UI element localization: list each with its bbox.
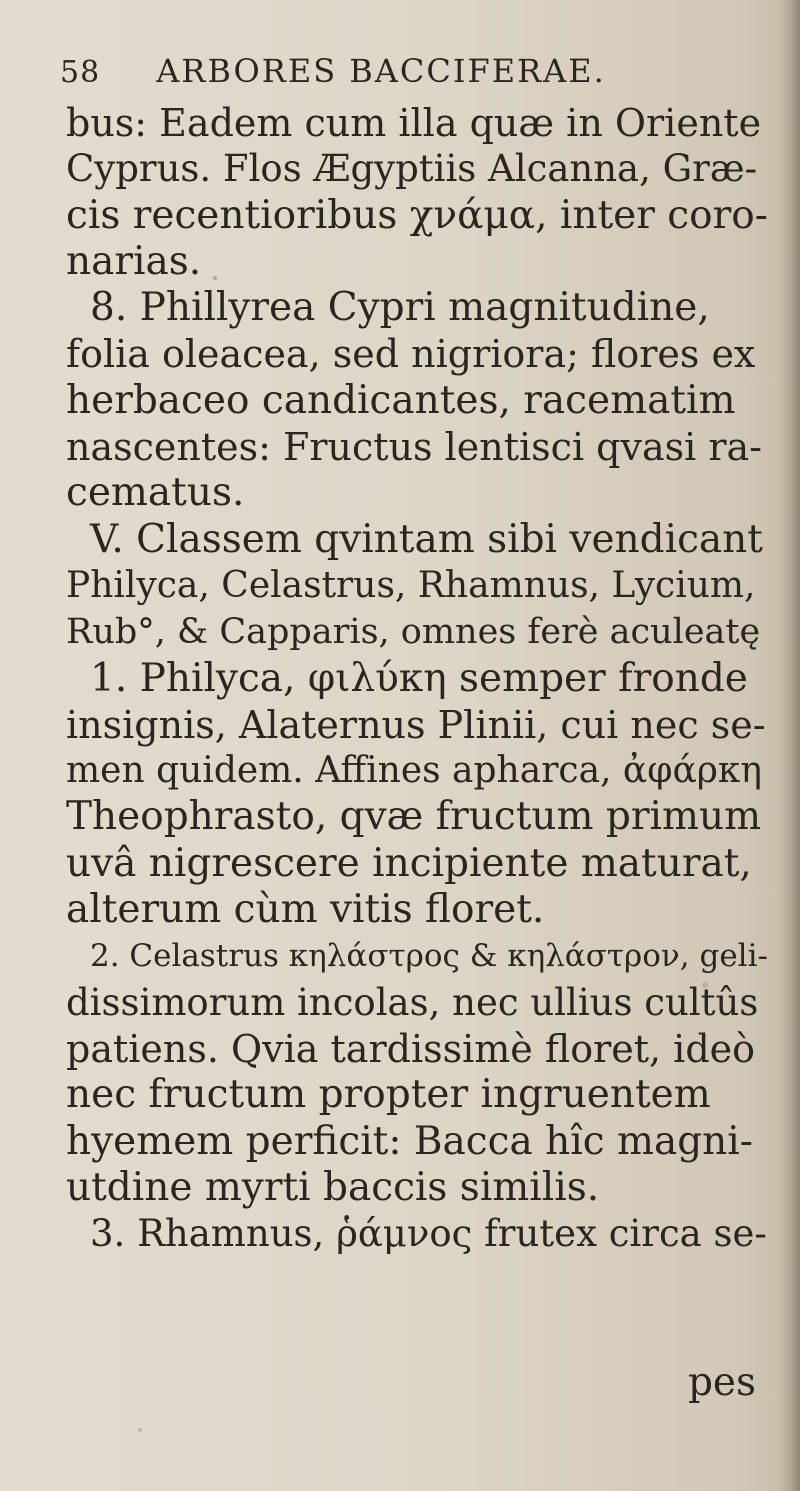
text-line: Philyca, Celastrus, Rhamnus, Lycium, (66, 564, 756, 606)
text-line: cis recentioribus χνάμα, inter coro- (66, 192, 768, 238)
text-line: 2. Celastrus κηλάστρος & κηλάστρον, geli- (90, 938, 768, 975)
text-line: herbaceo candicantes, racematim (66, 377, 736, 423)
text-line: 1. Philyca, φιλύκη semper fronde (90, 655, 748, 701)
running-head (60, 52, 606, 90)
text-line: nec fructum propter ingruentem (66, 1072, 711, 1118)
text-line: 3. Rhamnus, ῥάμνος frutex circa se- (90, 1212, 767, 1256)
text-line: 8. Phillyrea Cypri magnitudine, (90, 285, 710, 331)
text-line: Rub°, & Capparis, omnes ferè aculeatę (66, 612, 761, 653)
catchword: pes (687, 1360, 756, 1405)
text-line: alterum cùm vitis floret. (66, 887, 545, 933)
text-line: folia oleacea, sed nigriora; flores ex (66, 332, 756, 377)
running-title: ARBORES BACCIFERAE. (156, 52, 606, 90)
text-line: uvâ nigrescere incipiente maturat, (66, 840, 752, 886)
text-line: insignis, Alaternus Plinii, cui nec se- (66, 702, 766, 747)
text-line: Cyprus. Flos Ægyptiis Alcanna, Græ- (66, 147, 758, 191)
text-line: Theophrasto, qvæ fructum primum (66, 794, 762, 840)
page-number: 58 (60, 55, 101, 90)
text-line: utdine myrti baccis similis. (66, 1164, 600, 1210)
text-line: V. Classem qvintam sibi vendicant (90, 516, 763, 562)
page-edge-shadow (778, 0, 800, 1491)
text-line: bus: Eadem cum illa quæ in Oriente (66, 101, 762, 145)
text-line: men quidem. Affines apharca, ἀφάρκη (66, 750, 762, 792)
text-line: narias. (66, 238, 202, 284)
text-line: patiens. Qvia tardissimè floret, ideò (66, 1026, 756, 1071)
text-line: cematus. (66, 470, 245, 516)
text-line: nascentes: Fructus lentisci qvasi ra- (66, 425, 763, 470)
text-line: hyemem perficit: Bacca hîc magni- (66, 1118, 753, 1164)
text-line: dissimorum incolas, nec ullius cultûs (66, 980, 759, 1024)
body-text (66, 100, 770, 1257)
